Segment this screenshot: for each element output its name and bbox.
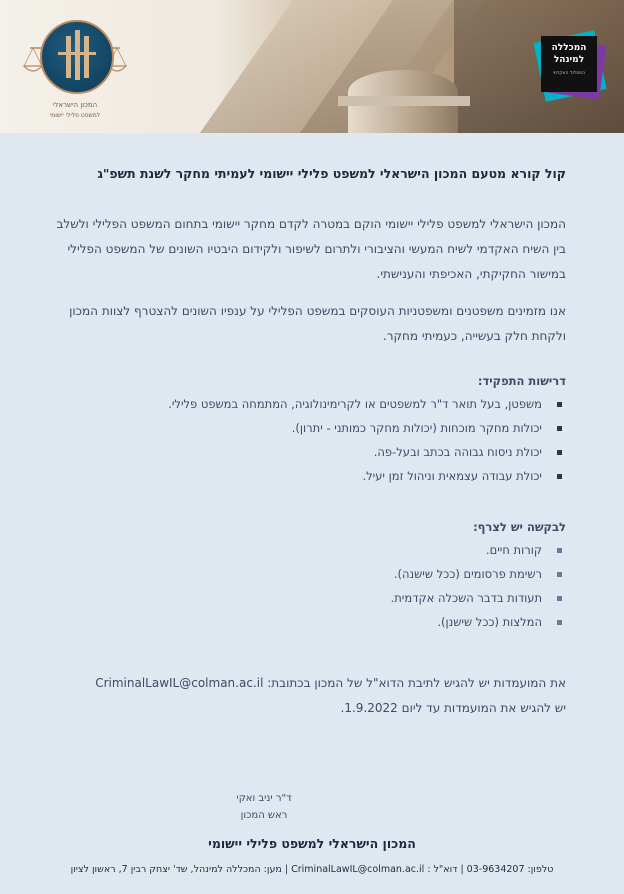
attachments-heading: לבקשה יש לצרף: xyxy=(473,520,566,534)
pillars-icon xyxy=(42,22,112,92)
logo-emblem xyxy=(40,20,114,94)
submission-email-line: את המועמדות יש להגיש לתיבת הדוא"ל של המכון בכתובת: CriminalLawIL@colman.ac.il xyxy=(95,676,566,690)
college-logo-line2: למינהל xyxy=(553,55,585,65)
invite-paragraph: אנו מזמינים משפטנים ומשפטניות העוסקים במשפט הפלילי על ענפיו השונים להצטרף לצוות המכון ולקחת חלק בעשייה, כעמיתי מחקר. xyxy=(69,304,566,343)
signatory-role: ראש המכון xyxy=(240,810,288,821)
logo-text-line2: למשפט פלילי יישומי xyxy=(49,112,101,119)
attachments-section xyxy=(46,520,566,634)
list-item: משפטן, בעל תואר ד"ר למשפטים או לקרימינולוגיה, המתמחה במשפט פלילי. xyxy=(46,392,566,416)
document-title: קול קורא מטעם המכון הישראלי למשפט פלילי יישומי לעמיתי מחקר לשנת תשפ"ג xyxy=(97,166,566,181)
footer-contact: טלפון: 03-9634207 | דוא"ל : CriminalLawIL@colman.ac.il | מען: המכללה למינהל, שד' יצחק רבין 7, ראשון לציון xyxy=(70,864,554,875)
institute-logo xyxy=(20,12,130,127)
attachments-list xyxy=(46,538,566,634)
list-item: תעודות בדבר השכלה אקדמית. xyxy=(46,586,566,610)
logo-text-line1: המכון הישראלי xyxy=(52,101,98,109)
college-logo-line3: המסלול האקדמי xyxy=(552,71,586,76)
list-item: יכולת ניסוח גבוהה בכתב ובעל-פה. xyxy=(46,440,566,464)
signatory-name: ד"ר יניב ואקי xyxy=(236,793,292,804)
list-item: המלצות (ככל שישנן). xyxy=(46,610,566,634)
list-item: יכולת עבודה עצמאית וניהול זמן יעיל. xyxy=(46,464,566,488)
list-item: יכולות מחקר מוכחות (יכולות מחקר כמותני - יתרון). xyxy=(46,416,566,440)
submission-deadline-line: יש להגיש את המועמדות עד ליום 1.9.2022. xyxy=(340,701,566,715)
requirements-list xyxy=(46,392,566,488)
requirements-heading: דרישות התפקיד: xyxy=(477,374,566,388)
intro-paragraph: המכון הישראלי למשפט פלילי יישומי הוקם במטרה לקדם מחקר יישומי בתחום המשפט הפלילי ולשלב בין השיח האקדמי לשיח המעשי והציבורי ולתרום לשיפור ולקידום היבטיו השונים של המשפט הפלילי במישור החקיקתי, האכיפתי והענישתי. xyxy=(56,217,566,281)
list-item: קורות חיים. xyxy=(46,538,566,562)
signature-block xyxy=(164,790,364,824)
header-banner xyxy=(0,0,624,133)
column-base xyxy=(338,96,470,106)
college-logo xyxy=(533,28,607,100)
list-item: רשימת פרסומים (ככל שישנה). xyxy=(46,562,566,586)
requirements-section xyxy=(46,374,566,488)
footer-title: המכון הישראלי למשפט פלילי יישומי xyxy=(208,836,416,851)
college-logo-line1: המכללה xyxy=(551,43,587,53)
submission-section xyxy=(46,671,566,721)
